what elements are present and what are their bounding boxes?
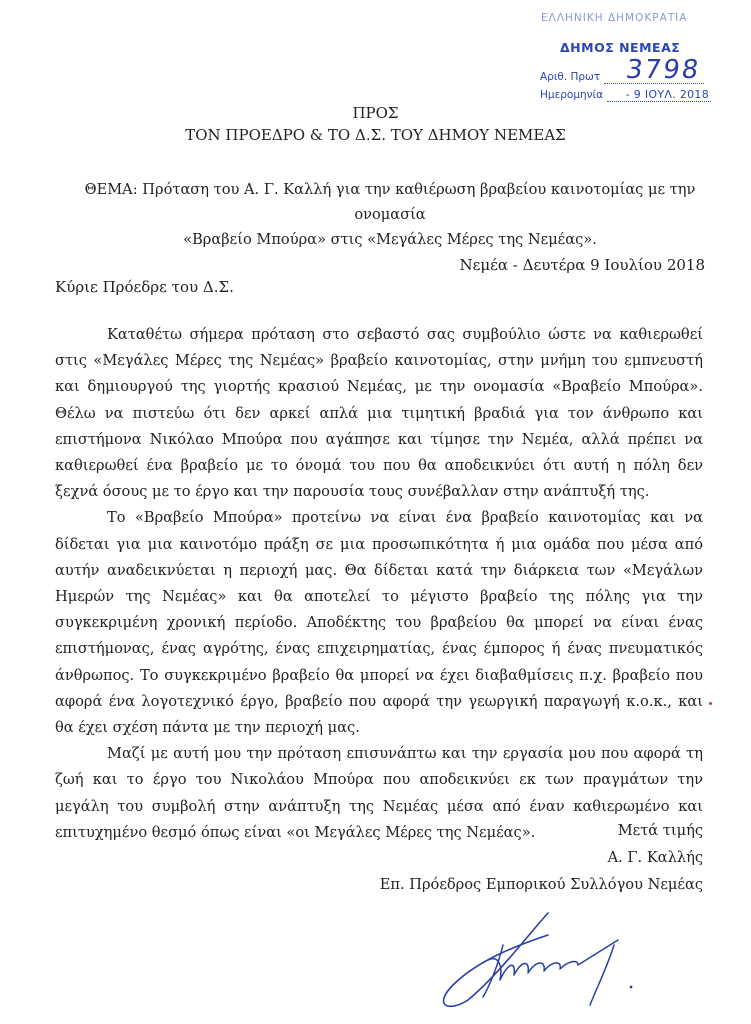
stamp-republic: ΕΛΛΗΝΙΚΗ ΔΗΜΟΚΡΑΤΙΑ xyxy=(541,12,688,24)
paragraph-1: Καταθέτω σήμερα πρόταση στο σεβαστό σας συμβούλιο ώστε να καθιερωθεί στις «Μεγάλες Μέρες της Νεμέας» βραβείο καινοτομίας, στην μνήμη του εμπνευστή και δημιουργού της γιορτής κρασιού Νεμέας, με την ονομασία «Βραβείο Μπούρα». Θέλω να πιστεύω ότι δεν αρκεί απλά μια τιμητική βραδιά για τον άνθρωπο και επιστήμονα Νικόλαο Μπούρα που αγάπησε και τίμησε την Νεμέα, αλλά πρέπει να καθιερωθεί ένα βραβείο με το όνομά του που θα αποδεικνύει ότι αυτή η πόλη δεν ξεχνά όσους με το έργο και την παρουσία τους συνέβαλλαν στην ανάπτυξή της. xyxy=(55,326,703,501)
stamp-municipality: ΔΗΜΟΣ ΝΕΜΕΑΣ xyxy=(560,40,681,55)
signer-name: Α. Γ. Καλλής xyxy=(607,849,703,866)
signer-title: Επ. Πρόεδρος Εμπορικού Συλλόγου Νεμέας xyxy=(379,876,703,893)
paragraph-3: Μαζί με αυτή μου την πρόταση επισυνάπτω και την εργασία μου που αφορά τη ζωή και το έργο του Νικολάου Μπούρα που αποδεικνύει εκ των πραγμάτων την μεγάλη του συμβολή στην ανάπτυξη της Νεμέας μέσα από έναν καθιερωμένο και επιτυχημένο θεσμό όπως είναι «οι Μεγάλες Μέρες της Νεμέας». xyxy=(55,745,703,841)
subject-line-2: «Βραβείο Μπούρα» στις «Μεγάλες Μέρες της Νεμέας». xyxy=(183,231,597,248)
signature-dot xyxy=(630,986,633,989)
ink-mark xyxy=(709,702,712,705)
stamp-date-label: Ημερομηνία xyxy=(540,89,604,101)
signature-tail-stroke xyxy=(590,945,614,1005)
place-date: Νεμέα - Δευτέρα 9 Ιουλίου 2018 xyxy=(459,256,705,274)
stamp-date-row xyxy=(540,86,711,102)
salutation: Κύριε Πρόεδρε του Δ.Σ. xyxy=(55,278,234,296)
stamp-date-value: - 9 ΙΟΥΛ. 2018 xyxy=(625,88,710,101)
recipient-addressee: ΤΟΝ ΠΡΟΕΔΡΟ & ΤΟ Δ.Σ. ΤΟΥ ΔΗΜΟΥ ΝΕΜΕΑΣ xyxy=(185,126,566,144)
subject xyxy=(60,177,720,252)
paragraph-2: Το «Βραβείο Μπούρα» προτείνω να είναι ένα βραβείο καινοτομίας και να δίδεται για μια καινοτόμο πράξη σε μια προσωπικότητα ή μια ομάδα που μέσα από αυτήν αναδεικνύεται η περιοχή μας. Θα δίδεται κατά την διάρκεια των «Μεγάλων Ημερών της Νεμέας» και θα αποτελεί το μέγιστο βραβείο της πόλης για την συγκεκριμένη χρονική περίοδο. Αποδέκτης του βραβείου θα μπορεί να είναι ένας επιστήμονας, ένας αγρότης, ένας επιχειρηματίας, ένας έμπορος ή ένας πνευματικός άνθρωπος. Το συγκεκριμένο βραβείο θα μπορεί να έχει διαβαθμίσεις π.χ. βραβείο που αφορά ένα λογοτεχνικό έργο, βραβείο που αφορά την γεωργική παραγωγή κ.ο.κ., και θα έχει σχέση πάντα με την περιοχή μας. xyxy=(55,509,703,737)
handwritten-signature xyxy=(428,905,638,1015)
stamp-protocol-field xyxy=(604,57,704,84)
stamp-protocol-row xyxy=(540,56,704,84)
recipient-to: ΠΡΟΣ xyxy=(352,104,399,122)
protocol-number: 3798 xyxy=(623,55,703,85)
subject-line-1: ΘΕΜΑ: Πρόταση του Α. Γ. Καλλή για την καθιέρωση βραβείου καινοτομίας με την ονομασία xyxy=(84,181,696,223)
closing-regards: Μετά τιμής xyxy=(617,822,703,839)
stamp-date-field xyxy=(607,88,711,102)
stamp-protocol-label: Αριθ. Πρωτ xyxy=(540,71,601,83)
letter-body xyxy=(55,322,703,846)
